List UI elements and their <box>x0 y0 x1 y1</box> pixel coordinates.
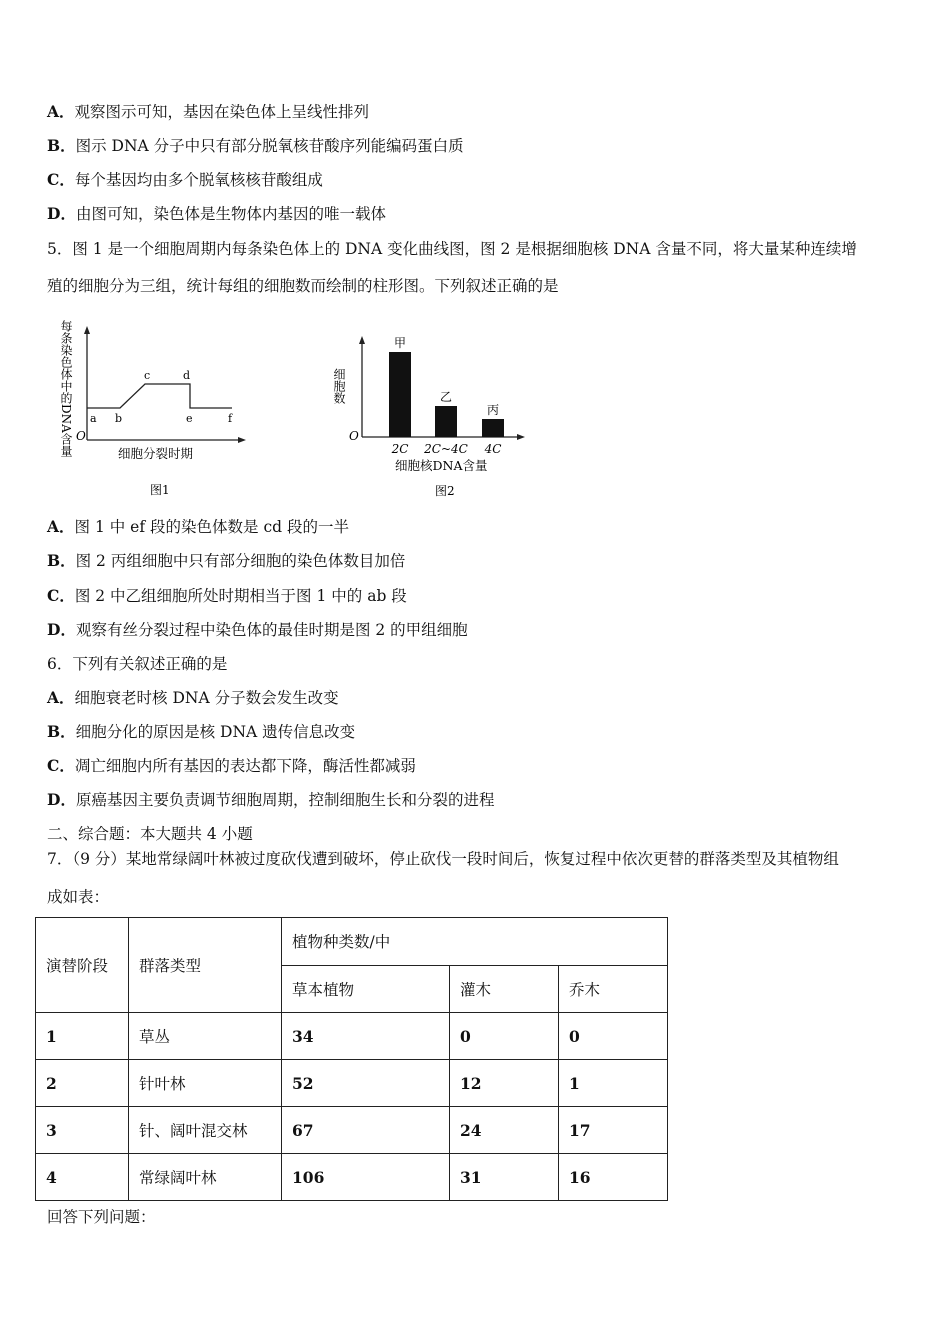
option-text: 每个基因均由多个脱氧核核苷酸组成 <box>74 171 323 189</box>
figure-1 <box>50 312 260 506</box>
fig2-bar-label-2: 乙 <box>439 390 453 404</box>
fig1-caption: 图1 <box>150 483 170 497</box>
fig2-bar-label-3: 丙 <box>486 403 500 417</box>
q6-option-b <box>47 722 355 742</box>
fig2-tick-label-1: 2C <box>391 442 409 456</box>
fig1-ylabel: 每条染色体中的DNA含量 <box>59 320 73 457</box>
q7-footer: 回答下列问题： <box>47 1208 156 1226</box>
fig2-x-arrow <box>517 434 525 440</box>
fig2-bar-label-1: 甲 <box>393 336 407 350</box>
table-row <box>36 1013 668 1060</box>
figure-2 <box>332 330 535 506</box>
q6-option-d <box>47 790 494 810</box>
fig1-point-b: b <box>115 412 123 425</box>
cell-shrub: 0 <box>450 1013 559 1060</box>
fig1-x-arrow <box>238 437 246 443</box>
table-row <box>36 1154 668 1201</box>
q5-option-b <box>47 551 405 571</box>
table-row <box>36 1107 668 1154</box>
q5-stem-line2: 殖的细胞分为三组，统计每组的细胞数而绘制的柱形图。下列叙述正确的是 <box>47 277 559 295</box>
option-label: C． <box>47 170 75 189</box>
option-label: D． <box>47 620 76 639</box>
option-label: C． <box>47 586 75 605</box>
cell-type: 草丛 <box>129 1013 282 1060</box>
q6-option-c <box>47 756 416 776</box>
table-header-row <box>36 918 668 966</box>
option-text: 图 2 中乙组细胞所处时期相当于图 1 中的 ab 段 <box>74 587 407 605</box>
section-heading: 二、综合题：本大题共 4 小题 <box>47 825 253 843</box>
q7-stem-line2: 成如表： <box>47 888 110 906</box>
fig2-y-arrow <box>359 336 365 344</box>
fig2-caption: 图2 <box>435 484 455 498</box>
q5-option-c <box>47 586 407 606</box>
fig2-bar-2 <box>435 406 457 437</box>
fig1-point-c: c <box>144 369 151 382</box>
q4-option-a <box>47 102 369 122</box>
option-text: 原癌基因主要负责调节细胞周期，控制细胞生长和分裂的进程 <box>75 791 495 809</box>
cell-herb: 106 <box>282 1154 450 1201</box>
fig1-point-a: a <box>90 412 97 425</box>
q5-stem-line1: 5．图 1 是一个细胞周期内每条染色体上的 DNA 变化曲线图，图 2 是根据细胞核 DNA 含量不同，将大量某种连续增 <box>47 240 857 258</box>
figure-2-svg <box>332 330 535 502</box>
option-text: 凋亡细胞内所有基因的表达都下降，酶活性都减弱 <box>74 757 416 775</box>
option-text: 细胞衰老时核 DNA 分子数会发生改变 <box>74 689 339 707</box>
fig2-ylabel: 细胞数 <box>332 368 346 404</box>
option-label: A． <box>47 688 75 707</box>
option-text: 由图可知，染色体是生物体内基因的唯一载体 <box>75 205 386 223</box>
cell-stage: 4 <box>36 1154 129 1201</box>
cell-stage: 2 <box>36 1060 129 1107</box>
fig2-tick-label-3: 4C <box>484 442 502 456</box>
cell-herb: 34 <box>282 1013 450 1060</box>
option-label: B． <box>47 136 76 155</box>
fig1-point-f: f <box>228 412 233 425</box>
fig2-tick-label-2: 2C~4C <box>424 442 468 456</box>
option-label: B． <box>47 551 76 570</box>
cell-tree: 1 <box>559 1060 668 1107</box>
option-text: 图 2 丙组细胞中只有部分细胞的染色体数目加倍 <box>75 552 406 570</box>
cell-herb: 52 <box>282 1060 450 1107</box>
fig1-origin: O <box>76 429 86 443</box>
fig2-origin: O <box>349 429 359 443</box>
fig2-xlabel: 细胞核DNA含量 <box>395 458 488 473</box>
cell-herb: 67 <box>282 1107 450 1154</box>
q5-option-a <box>47 517 349 537</box>
fig1-y-arrow <box>84 326 90 334</box>
cell-stage: 1 <box>36 1013 129 1060</box>
fig1-curve <box>87 384 232 408</box>
q6-option-a <box>47 688 339 708</box>
cell-shrub: 31 <box>450 1154 559 1201</box>
option-label: C． <box>47 756 75 775</box>
figure-1-svg <box>50 312 260 502</box>
cell-shrub: 24 <box>450 1107 559 1154</box>
fig1-point-e: e <box>186 412 193 425</box>
cell-type: 常绿阔叶林 <box>129 1154 282 1201</box>
option-label: A． <box>47 517 75 536</box>
table-row <box>36 1060 668 1107</box>
header-type: 群落类型 <box>129 918 282 1013</box>
q7-stem-line1: 7．（9 分）某地常绿阔叶林被过度砍伐遭到破坏，停止砍伐一段时间后，恢复过程中依次更替的群落类型及其植物组 <box>47 850 839 868</box>
option-text: 观察图示可知，基因在染色体上呈线性排列 <box>74 103 370 121</box>
header-tree: 乔木 <box>559 965 668 1013</box>
header-stage: 演替阶段 <box>36 918 129 1013</box>
q4-option-d <box>47 204 386 224</box>
header-herb: 草本植物 <box>282 965 450 1013</box>
succession-table <box>35 917 668 1201</box>
option-label: B． <box>47 722 76 741</box>
cell-tree: 0 <box>559 1013 668 1060</box>
header-shrub: 灌木 <box>450 965 559 1013</box>
fig2-bar-3 <box>482 419 504 437</box>
option-text: 图示 DNA 分子中只有部分脱氧核苷酸序列能编码蛋白质 <box>75 137 464 155</box>
fig2-bar-1 <box>389 352 411 437</box>
fig1-point-d: d <box>183 369 191 382</box>
q4-option-c <box>47 170 323 190</box>
option-label: A． <box>47 102 75 121</box>
header-group: 植物种类数/中 <box>282 918 668 966</box>
option-text: 观察有丝分裂过程中染色体的最佳时期是图 2 的甲组细胞 <box>75 621 468 639</box>
cell-type: 针叶林 <box>129 1060 282 1107</box>
q4-option-b <box>47 136 464 156</box>
cell-tree: 17 <box>559 1107 668 1154</box>
option-text: 图 1 中 ef 段的染色体数是 cd 段的一半 <box>74 518 349 536</box>
option-label: D． <box>47 204 76 223</box>
cell-stage: 3 <box>36 1107 129 1154</box>
cell-shrub: 12 <box>450 1060 559 1107</box>
cell-tree: 16 <box>559 1154 668 1201</box>
q6-stem: 6．下列有关叙述正确的是 <box>47 655 228 673</box>
fig1-xlabel: 细胞分裂时期 <box>118 446 194 461</box>
q5-option-d <box>47 620 468 640</box>
option-text: 细胞分化的原因是核 DNA 遗传信息改变 <box>75 723 356 741</box>
cell-type: 针、阔叶混交林 <box>129 1107 282 1154</box>
option-label: D． <box>47 790 76 809</box>
